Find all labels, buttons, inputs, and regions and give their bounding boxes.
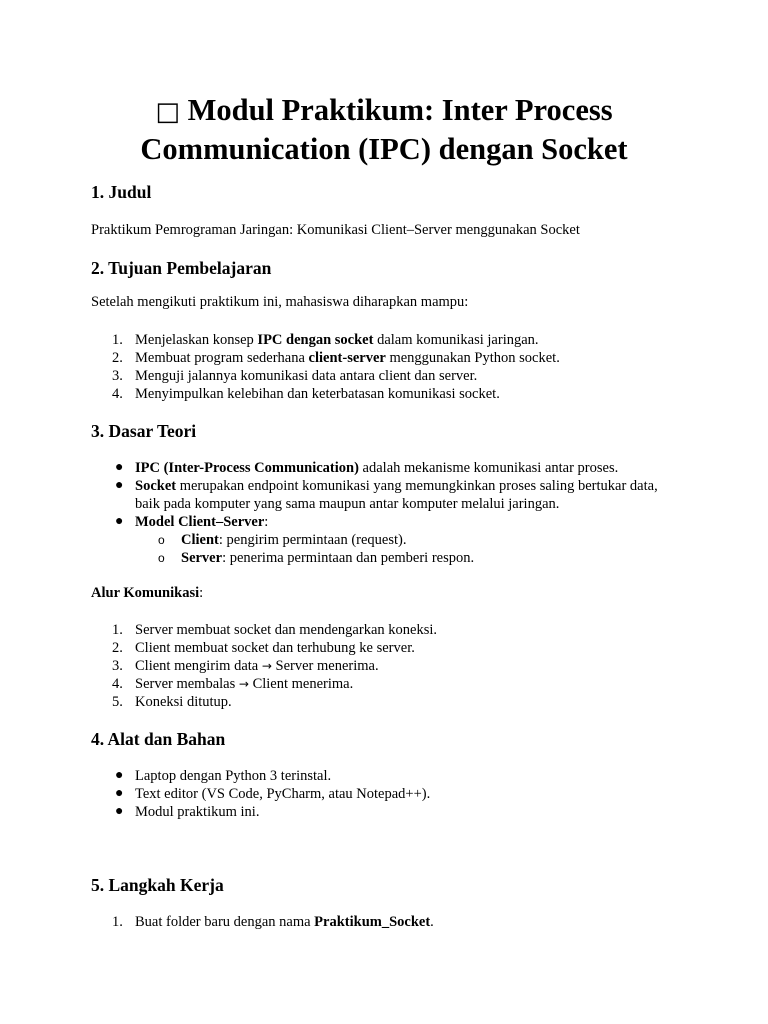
section-heading-dasar-teori: 3. Dasar Teori: [91, 421, 197, 441]
list-item: 2. Client membuat socket dan terhubung ke server.: [112, 640, 415, 656]
list-item: 1. Server membuat socket dan mendengarkan koneksi.: [112, 622, 437, 638]
list-item: ● Socket merupakan endpoint komunikasi yang memungkinkan proses saling bertukar data, baik pada komputer yang sama maupun antar komputer melalui jaringan.: [115, 478, 658, 512]
list-item: o Server: penerima permintaan dan pemberi respon.: [158, 550, 475, 566]
list-item: 5. Koneksi ditutup.: [112, 694, 232, 710]
list-item: 2. Membuat program sederhana client-server menggunakan Python socket.: [112, 350, 560, 366]
langkah-list: [91, 913, 434, 931]
circle-bullet-icon: o: [158, 551, 165, 565]
section-heading-alat: 4. Alat dan Bahan: [91, 729, 226, 749]
section-heading-judul: 1. Judul: [91, 182, 152, 202]
list-item: ● Laptop dengan Python 3 terinstal.: [115, 768, 332, 784]
list-item: 3. Client mengirim data → Server menerima.: [112, 658, 379, 674]
tujuan-intro: Setelah mengikuti praktikum ini, mahasiswa diharapkan mampu:: [91, 294, 469, 310]
missing-glyph-icon: □: [155, 97, 180, 127]
right-arrow-icon: →: [238, 677, 249, 691]
bullet-icon: ●: [115, 460, 124, 475]
list-item: 4. Menyimpulkan kelebihan dan keterbatasan komunikasi socket.: [112, 386, 500, 402]
list-item: ● Model Client–Server: o Client: pengirim permintaan (request). o Server: penerima permintaan dan pemberi respon.: [91, 513, 671, 567]
list-item: ● IPC (Inter-Process Communication) adalah mekanisme komunikasi antar proses.: [115, 460, 619, 476]
alur-label: Alur Komunikasi:: [91, 585, 204, 601]
list-item: 3. Menguji jalannya komunikasi data antara client dan server.: [112, 368, 478, 384]
list-item: ● Text editor (VS Code, PyCharm, atau Notepad++).: [115, 786, 431, 802]
section-heading-langkah: 5. Langkah Kerja: [91, 875, 224, 895]
alur-list: [91, 621, 437, 711]
client-server-sublist: [135, 531, 671, 567]
bullet-icon: ●: [115, 768, 124, 783]
bullet-icon: ●: [115, 514, 124, 529]
document-title: □ Modul Praktikum: Inter Process Communication (IPC) dengan Socket: [140, 93, 628, 166]
list-item: 1. Menjelaskan konsep IPC dengan socket dalam komunikasi jaringan.: [112, 332, 539, 348]
bullet-icon: ●: [115, 786, 124, 801]
bullet-icon: ●: [115, 804, 124, 819]
right-arrow-icon: →: [261, 659, 272, 673]
list-item: o Client: pengirim permintaan (request).: [158, 532, 407, 548]
list-item: 1. Buat folder baru dengan nama Praktikum_Socket.: [112, 914, 434, 930]
list-item: 4. Server membalas → Client menerima.: [112, 676, 354, 692]
list-item: ● Modul praktikum ini.: [115, 804, 260, 820]
dasar-teori-list: [91, 459, 671, 567]
section-heading-tujuan: 2. Tujuan Pembelajaran: [91, 258, 272, 278]
circle-bullet-icon: o: [158, 533, 165, 547]
judul-text: Praktikum Pemrograman Jaringan: Komunikasi Client–Server menggunakan Socket: [91, 222, 580, 238]
alat-list: [91, 767, 671, 821]
bullet-icon: ●: [115, 478, 124, 493]
tujuan-list: [91, 331, 560, 403]
